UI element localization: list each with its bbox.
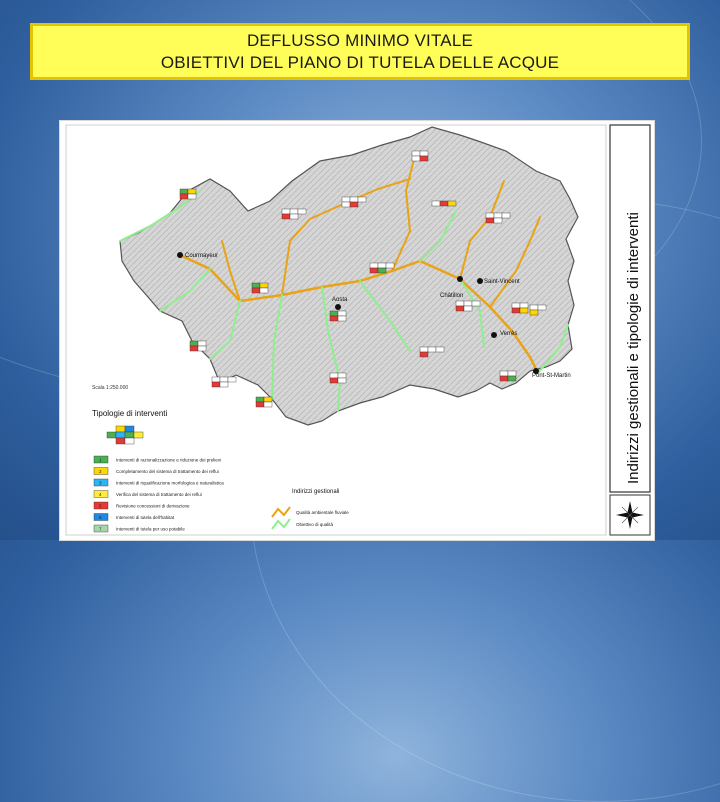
intervention-group bbox=[432, 201, 456, 206]
gestionali-swatch-1 bbox=[272, 507, 290, 517]
legend-label: Verifica del sistema di trattamento dei reflui bbox=[116, 492, 202, 497]
map-figure bbox=[60, 121, 654, 540]
gestionali-label-2: Obiettivo di qualità bbox=[296, 522, 334, 527]
town-chatillon-marker bbox=[457, 276, 463, 282]
slide-title-line-2: OBIETTIVI DEL PIANO DI TUTELA DELLE ACQUE bbox=[160, 52, 560, 72]
town-saint-vincent-marker bbox=[477, 278, 483, 284]
legend-label: Interventi di tutela per uso potabile bbox=[116, 526, 185, 532]
town-chatillon-label: Châtillon bbox=[440, 293, 464, 299]
gestionali-legend bbox=[272, 507, 349, 529]
town-aosta-marker bbox=[335, 304, 341, 310]
gestionali-label-1: Qualità ambientale fluviale bbox=[296, 510, 349, 515]
map-scale: Scala 1:250.000 bbox=[92, 385, 129, 391]
intervention-group bbox=[252, 283, 268, 293]
legend-code: 1 bbox=[99, 457, 102, 463]
town-pont-saint-martin-label: Pont-St-Martin bbox=[532, 373, 571, 379]
legend-label: Revisione concessioni di derivazione bbox=[116, 503, 190, 509]
legend-key-grid bbox=[107, 426, 143, 444]
town-saint-vincent-label: Saint-Vincent bbox=[484, 279, 520, 285]
intervention-group bbox=[180, 189, 196, 199]
slide-title-line-1: DEFLUSSO MINIMO VITALE bbox=[246, 30, 474, 50]
intervention-group bbox=[330, 373, 346, 383]
legend-title: Tipologie di interventi bbox=[92, 409, 168, 418]
town-courmayeur-label: Courmayeur bbox=[185, 253, 219, 259]
intervention-group bbox=[412, 151, 428, 161]
legend-label: Completamento del sistema di trattamento dei reflui bbox=[116, 469, 219, 474]
legend-code: 4 bbox=[99, 492, 102, 497]
legend-code: 2 bbox=[99, 469, 102, 474]
legend-code: 7 bbox=[99, 526, 102, 532]
map-svg bbox=[60, 121, 654, 540]
intervention-group bbox=[500, 371, 516, 381]
slide-title-box bbox=[30, 23, 690, 80]
legend-code: 3 bbox=[99, 480, 102, 486]
legend-code: 5 bbox=[99, 503, 102, 509]
legend-label: Interventi di riqualificazione morfologica e naturalistica bbox=[116, 480, 224, 486]
legend-label: Interventi di razionalizzazione e riduzione dei prelievi bbox=[116, 457, 222, 463]
intervention-group bbox=[512, 303, 528, 313]
gestionali-swatch-2 bbox=[272, 519, 290, 529]
side-title-text: Indirizzi gestionali e tipologie di interventi bbox=[625, 212, 642, 484]
legend-code: 6 bbox=[99, 515, 102, 520]
town-aosta-label: Aosta bbox=[332, 297, 348, 303]
town-verres-marker bbox=[491, 332, 497, 338]
town-courmayeur-marker bbox=[177, 252, 183, 258]
legend-list bbox=[94, 456, 224, 532]
legend-label: Interventi di tutela dell'habitat bbox=[116, 515, 175, 520]
gestionali-title: Indirizzi gestionali bbox=[292, 489, 340, 495]
intervention-group bbox=[190, 341, 206, 351]
intervention-group bbox=[256, 397, 272, 407]
intervention-group bbox=[212, 377, 236, 387]
town-verres-label: Verrès bbox=[500, 331, 518, 337]
intervention-group bbox=[330, 311, 346, 321]
